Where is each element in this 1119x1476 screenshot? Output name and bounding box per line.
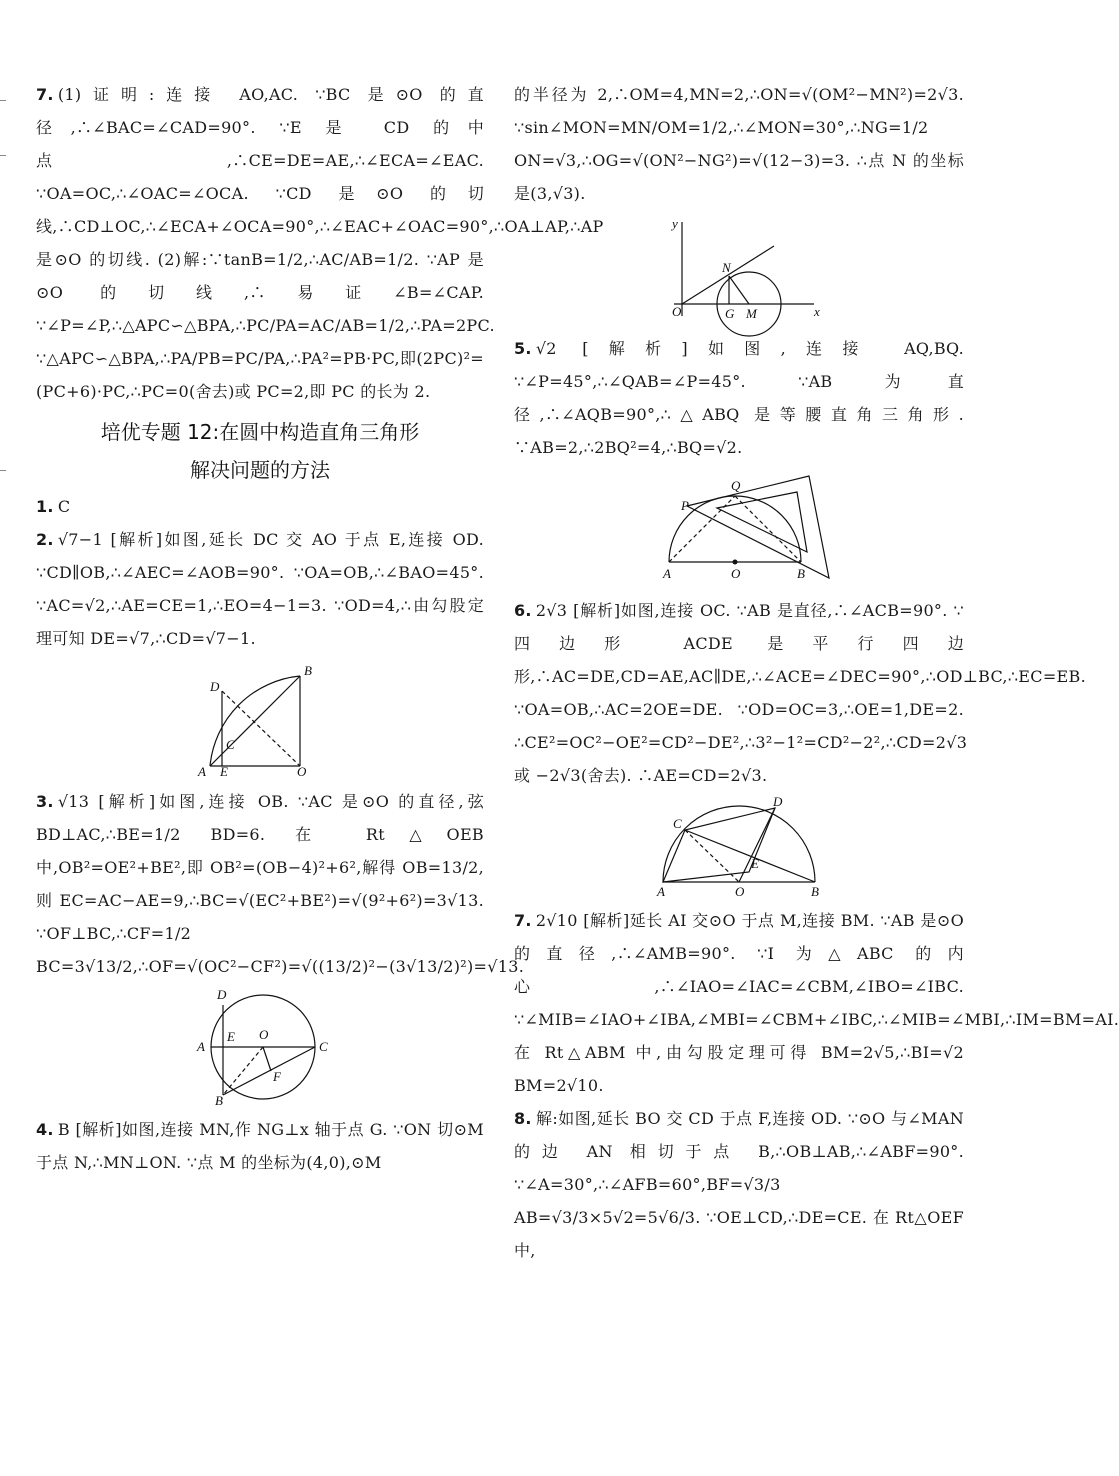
label-B: B — [304, 663, 312, 678]
answer-text: B [解析]如图,连接 MN,作 NG⊥x 轴于点 G. ∵ON 切⊙M 于点 N,∴MN⊥ON. ∵点 M 的坐标为(4,0),⊙M — [36, 1120, 484, 1172]
scan-mark — [0, 100, 6, 101]
label-O: O — [297, 764, 307, 779]
answer-7-left — [36, 78, 604, 408]
answer-5 — [514, 332, 964, 464]
answer-text: C — [57, 497, 71, 516]
answer-number: 2. — [36, 530, 54, 549]
label-C: C — [673, 816, 682, 831]
label-D: D — [773, 794, 783, 809]
answer-7-right — [514, 904, 1119, 1102]
scan-mark — [0, 155, 6, 156]
figure-2-quarter-circle — [190, 661, 330, 779]
point-O — [733, 560, 738, 565]
answer-number: 3. — [36, 792, 54, 811]
figure-5-semicircle — [639, 470, 839, 588]
answer-number: 6. — [514, 601, 532, 620]
label-A: A — [197, 1039, 205, 1054]
answer-number: 5. — [514, 339, 532, 358]
label-A: A — [657, 884, 665, 899]
tangent-ON — [682, 246, 774, 304]
label-B: B — [797, 566, 805, 581]
answer-text: 2√10 [解析]延长 AI 交⊙O 于点 M,连接 BM. ∵AB 是⊙O 的直径,∴∠AMB=90°. ∵I 为△ABC 的内心,∴∠IAO=∠IAC=∠CBM,∠IBO=∠IBC. ∵∠MIB=∠IAO+∠IBA,∠MBI=∠CBM+∠IBC,∴∠MIB=∠MBI,∴IM=BM=AI. 在 Rt△ABM 中,由勾股定理可得 BM=2√5,∴BI=√2 BM=2√10. — [514, 911, 1119, 1095]
label-B: B — [811, 884, 819, 899]
answer-text: 的半径为 2,∴OM=4,MN=2,∴ON=√(OM²−MN²)=2√3. ∵sin∠MON=MN/OM=1/2,∴∠MON=30°,∴NG=1/2 ON=√3,∴OG=√(ON²−NG²)=√(12−3)=3. ∴点 N 的坐标是(3,√3). — [514, 85, 964, 203]
label-E: E — [227, 1029, 235, 1044]
label-F: F — [273, 1069, 281, 1084]
answer-4 — [36, 1113, 484, 1179]
answer-number: 7. — [36, 85, 54, 104]
right-column — [514, 78, 1119, 1267]
label-y: y — [672, 216, 678, 231]
triangle-ruler-outer — [687, 476, 829, 578]
segment-BC — [223, 1047, 315, 1095]
answer-6 — [514, 594, 1086, 792]
answer-text: √2 [解析]如图,连接 AQ,BQ. ∵∠P=45°,∴∠QAB=∠P=45°. ∵AB 为直径,∴∠AQB=90°,∴△ABQ 是等腰直角三角形. ∵AB=2,∴2BQ²=4,∴BQ=√2. — [514, 339, 964, 457]
scan-mark — [0, 470, 6, 471]
figure-3-circle — [185, 989, 335, 1107]
figure-4-coordinate — [654, 216, 824, 326]
segment-DO — [222, 691, 300, 766]
answer-2 — [36, 523, 484, 655]
section-title-line1: 培优专题 12:在圆中构造直角三角形 — [100, 420, 420, 444]
answer-text: 2√3 [解析]如图,连接 OC. ∵AB 是直径,∴∠ACB=90°. ∵四边形 ACDE 是平行四边形,∴AC=DE,CD=AE,AC∥DE,∴∠ACE=∠DEC=90°,∴OD⊥BC,∴EC=EB. ∵OA=OB,∴AC=2OE=DE. ∵OD=OC=3,∴OE=1,DE=2. ∴CE²=OC²−OE²=CD²−DE²,∴3²−1²=CD²−2²,∴CD=2√3 或 −2√3(舍去). ∴AE=CD=2√3. — [514, 601, 1086, 785]
label-B: B — [215, 1093, 223, 1108]
answer-number: 4. — [36, 1120, 54, 1139]
label-O: O — [731, 566, 741, 581]
segment-QB — [735, 496, 801, 562]
label-A: A — [198, 764, 206, 779]
figure-6-semicircle — [649, 794, 829, 899]
label-M: M — [746, 306, 757, 321]
answer-number: 8. — [514, 1109, 532, 1128]
segment-AQ — [669, 496, 735, 562]
answer-4-continued — [514, 78, 964, 210]
segment-OF — [263, 1047, 271, 1071]
answer-number: 7. — [514, 911, 532, 930]
label-D: D — [210, 679, 220, 694]
label-D: D — [217, 987, 227, 1002]
answer-8 — [514, 1102, 964, 1267]
segment-OB — [223, 1047, 263, 1095]
label-x: x — [814, 304, 820, 319]
label-C: C — [319, 1039, 328, 1054]
label-N: N — [722, 260, 731, 275]
left-column — [36, 78, 604, 1179]
segment-AB — [210, 676, 300, 766]
label-O: O — [259, 1027, 269, 1042]
answer-text: (1)证明:连接 AO,AC. ∵BC 是⊙O 的直径,∴∠BAC=∠CAD=90°. ∵E 是 CD 的中点,∴CE=DE=AE,∴∠ECA=∠EAC. ∵OA=OC,∴∠OAC=∠OCA. ∵CD 是⊙O 的切线,∴CD⊥OC,∴∠ECA+∠OCA=90°,∴∠EAC+∠OAC=90°,∴OA⊥AP,∴AP 是⊙O 的切线. (2)解:∵tanB=1/2,∴AC/AB=1/2. ∵AP 是⊙O 的切线,∴易证∠B=∠CAP. ∵∠P=∠P,∴△APC∽△BPA,∴PC/PA=AC/AB=1/2,∴PA=2PC. ∵△APC∽△BPA,∴PA/PB=PC/PA,∴PA²=PB·PC,即(2PC)²=(PC+6)·PC,∴PC=0(舍去)或 PC=2,即 PC 的长为 2. — [36, 85, 604, 401]
label-P: P — [681, 498, 689, 513]
label-Q: Q — [731, 478, 741, 493]
answer-text: √7−1 [解析]如图,延长 DC 交 AO 于点 E,连接 OD. ∵CD∥OB,∴∠AEC=∠AOB=90°. ∵OA=OB,∴∠BAO=45°. ∵AC=√2,∴AE=CE=1,∴EO=4−1=3. ∵OD=4,∴由勾股定理可知 DE=√7,∴CD=√7−1. — [36, 530, 484, 648]
answer-3 — [36, 785, 525, 983]
answer-1 — [36, 490, 484, 523]
section-title-line2: 解决问题的方法 — [190, 458, 330, 482]
label-O: O — [735, 884, 745, 899]
label-E: E — [751, 856, 759, 871]
label-A: A — [663, 566, 671, 581]
label-O: O — [672, 304, 682, 319]
answer-text: 解:如图,延长 BO 交 CD 于点 F,连接 OD. ∵⊙O 与∠MAN 的边 AN 相切于点 B,∴OB⊥AB,∴∠ABF=90°. ∵∠A=30°,∴∠AFB=60°,BF=√3/3 AB=√3/3×5√2=5√6/3. ∵OE⊥CD,∴DE=CE. 在 Rt△OEF 中, — [514, 1109, 964, 1260]
label-E: E — [220, 764, 228, 779]
label-C: C — [226, 737, 235, 752]
label-G: G — [725, 306, 735, 321]
segment-CO — [685, 830, 739, 882]
answer-number: 1. — [36, 497, 54, 516]
segment-CB — [685, 830, 815, 882]
segment-NM — [729, 276, 749, 304]
answer-text: √13 [解析]如图,连接 OB. ∵AC 是⊙O 的直径,弦 BD⊥AC,∴BE=1/2 BD=6. 在 Rt△OEB 中,OB²=OE²+BE²,即 OB²=(OB−4)²+6²,解得 OB=13/2,则 EC=AC−AE=9,∴BC=√(EC²+BE²)=√(9²+6²)=3√13. ∵OF⊥BC,∴CF=1/2 BC=3√13/2,∴OF=√(OC²−CF²)=√((13/2)²−(3√13/2)²)=√13. — [36, 792, 525, 976]
